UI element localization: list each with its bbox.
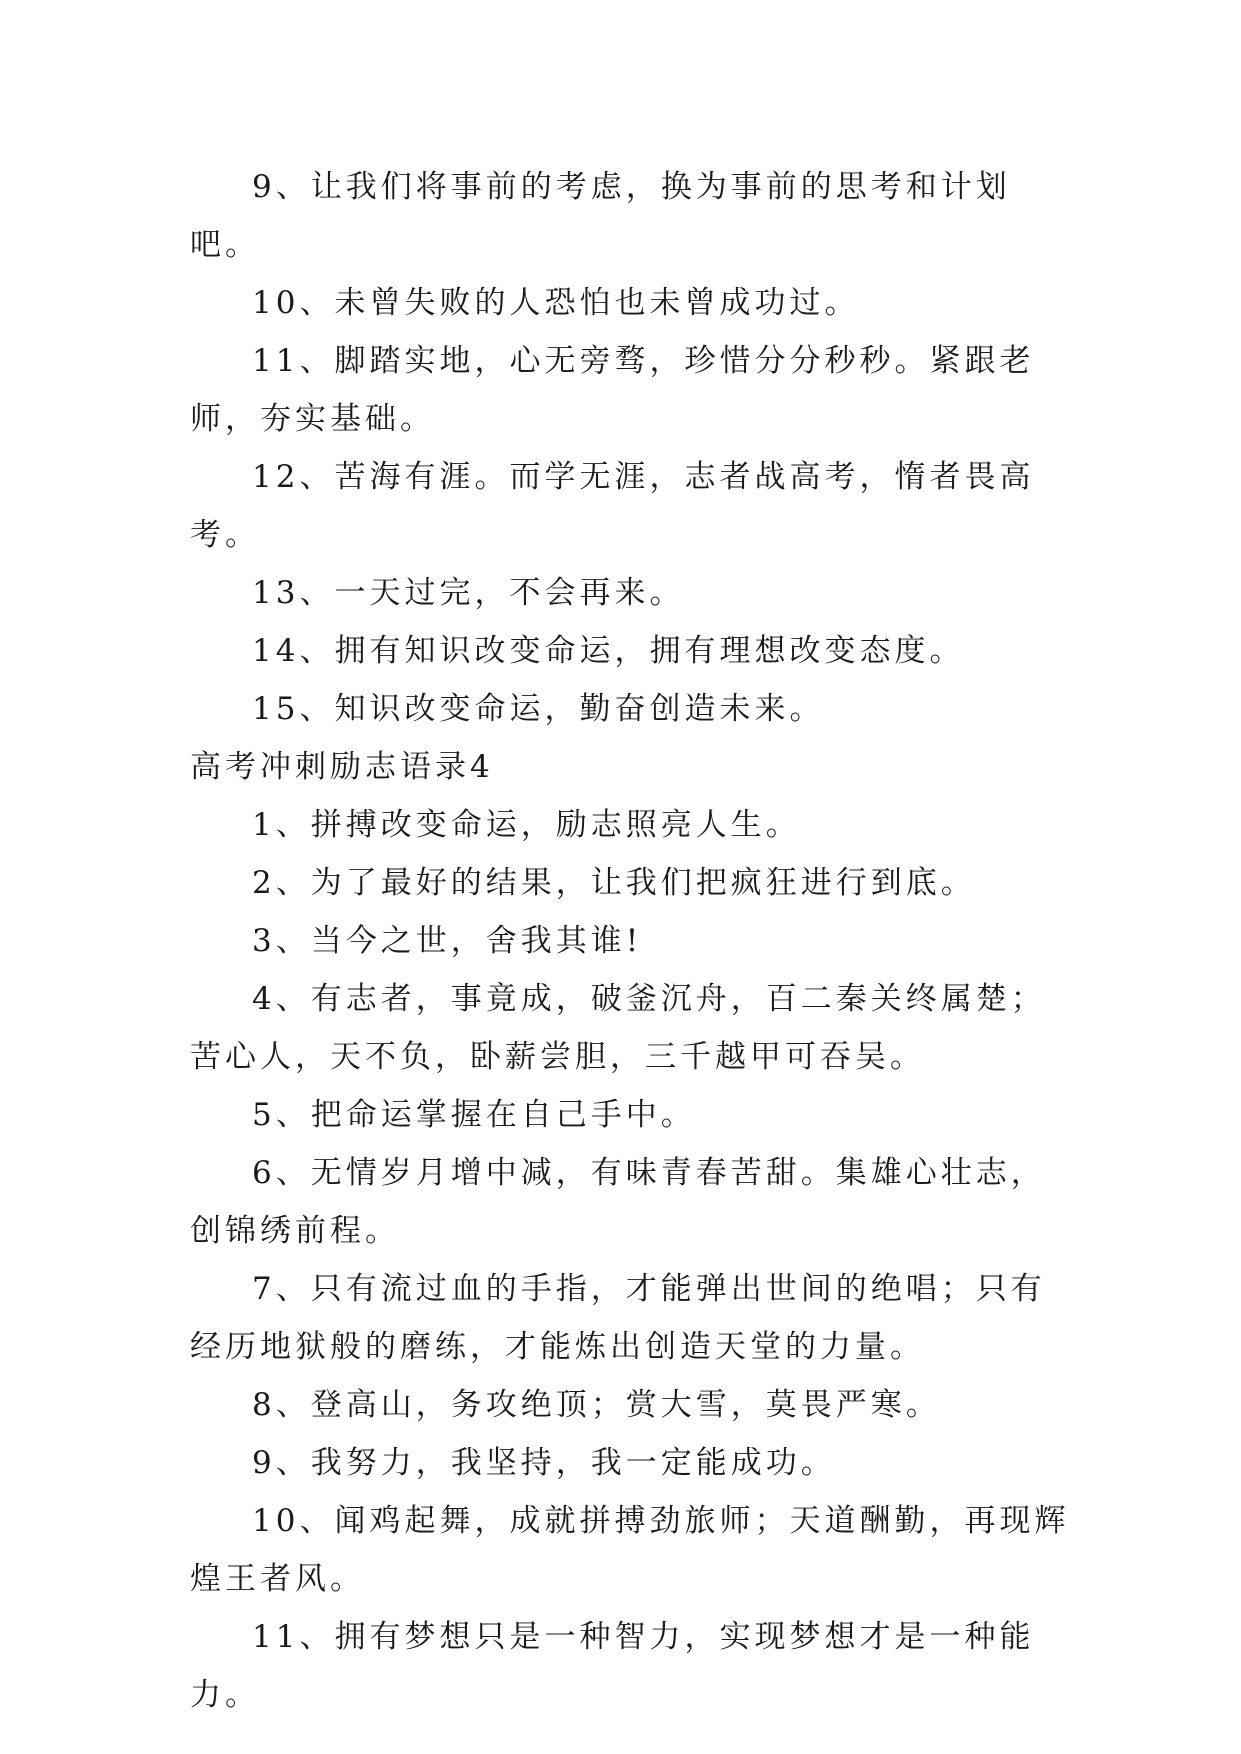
section-heading: 高考冲刺励志语录4 xyxy=(190,749,494,785)
document-body xyxy=(190,158,1070,1724)
quote-paragraph: 7、只有流过血的手指，才能弹出世间的绝唱；只有经历地狱般的磨练，才能炼出创造天堂的力量。 xyxy=(190,1271,1046,1365)
quote-paragraph: 5、把命运掌握在自己手中。 xyxy=(252,1097,696,1133)
quote-paragraph: 11、拥有梦想只是一种智力，实现梦想才是一种能力。 xyxy=(190,1619,1035,1713)
quote-paragraph: 14、拥有知识改变命运，拥有理想改变态度。 xyxy=(252,633,965,669)
quote-paragraph: 2、为了最好的结果，让我们把疯狂进行到底。 xyxy=(252,865,976,901)
quote-paragraph: 10、闻鸡起舞，成就拼搏劲旅师；天道酬勤，再现辉煌王者风。 xyxy=(190,1503,1070,1597)
quote-paragraph: 10、未曾失败的人恐怕也未曾成功过。 xyxy=(252,285,860,321)
quote-paragraph: 9、我努力，我坚持，我一定能成功。 xyxy=(252,1445,836,1481)
quote-paragraph: 3、当今之世，舍我其谁! xyxy=(252,923,643,959)
quote-paragraph: 13、一天过完，不会再来。 xyxy=(252,575,685,611)
quote-paragraph: 8、登高山，务攻绝顶；赏大雪，莫畏严寒。 xyxy=(252,1387,941,1423)
quote-paragraph: 1、拼搏改变命运，励志照亮人生。 xyxy=(252,807,801,843)
quote-paragraph: 11、脚踏实地，心无旁骛，珍惜分分秒秒。紧跟老师，夯实基础。 xyxy=(190,343,1035,437)
quote-paragraph: 12、苦海有涯。而学无涯，志者战高考，惰者畏高考。 xyxy=(190,459,1035,553)
quote-paragraph: 4、有志者，事竟成，破釜沉舟，百二秦关终属楚；苦心人，天不负，卧薪尝胆，三千越甲可吞吴。 xyxy=(190,981,1046,1075)
quote-paragraph: 6、无情岁月增中减，有味青春苦甜。集雄心壮志，创锦绣前程。 xyxy=(190,1155,1046,1249)
quote-paragraph: 15、知识改变命运，勤奋创造未来。 xyxy=(252,691,825,727)
quote-paragraph: 9、让我们将事前的考虑，换为事前的思考和计划吧。 xyxy=(190,169,1011,263)
